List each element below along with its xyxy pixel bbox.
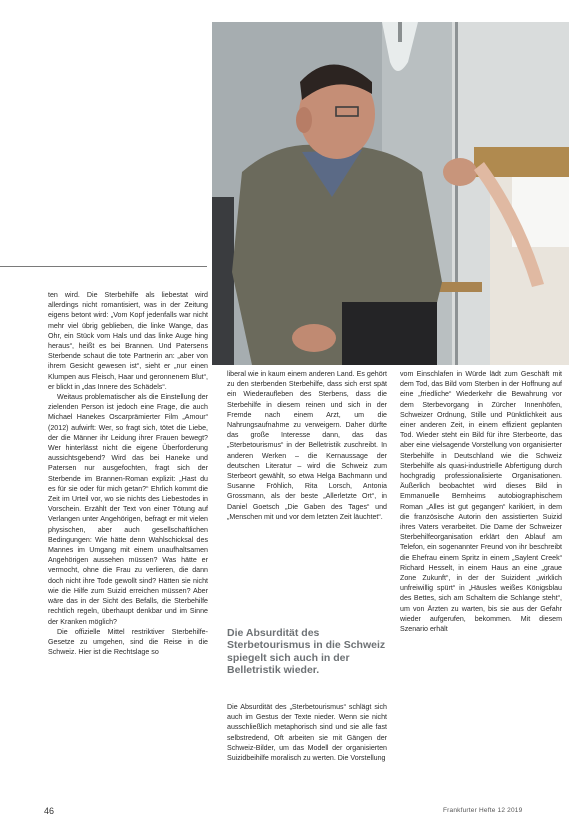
paragraph: liberal wie in kaum einem anderen Land. Es gehört zu den sterbenden Sterbehilfe, dass sich erst spät ein Wiederaufleben des Sterbens, dass die Sterbehilfe in diesem reinen und sich in der Fremde nach einem Arzt, um die Nahrungsaufnahme zu verweigern. Daher dürfte das große Interesse dann, das das „Sterbetourismus“ in der Belletristik zuschreibt. In anderen Werken – die Kernaussage der deutschen Literatur – wird die Schweiz zum Sterbeort gewählt, so etwa Helga Bachmann und Susanne Fröhlich, Rita Lorsch, Antonia Grossmann, als der beste „Allerletzte Ort“, in Daniel Goetsch „Die Gaben des Tages“ und „Menschen mit und vor dem letzten Zeit läuchtet“. — [227, 370, 387, 521]
article-column-2 — [227, 369, 387, 522]
article-column-1 — [48, 290, 208, 657]
article-column-2-lower: Die Absurdität des „Sterbetourismus“ schlägt sich auch im Gestus der Texte nieder. Wenn sie nicht ausschließlich metaphorisch sind und sie alle fast selbstredend, Oft arbeiten sie mit Gängen der Schweiz-Bilder, um das Modell der organisierten Suizidbeihilfe moralisch zu werten. Die Vorstellung — [227, 703, 387, 763]
magazine-footer: Frankfurter Hefte 12 2019 — [443, 807, 523, 814]
pull-quote: Die Absurdität des Sterbetourismus in die Schweiz spiegelt sich auch in der Belletristik wieder. — [227, 627, 386, 676]
paragraph: vom Einschlafen in Würde lädt zum Geschäft mit dem Tod, das Bild vom Sterben in der Hoffnung auf eine „friedliche“ Wiederkehr die Bewahrung vor dem Sterbevorgang in Zürcher Innenhöfen, Schweizer Ordnung, Stille und Pünktlichkeit aus einer anderen Zeit, in einem effizient geplanten Tod. Wieder steht ein Bild für ihre Sterbeorte, das aber eine vielsagende Vorstellung von organisierter Sterbehilfe in Deutschland wie die Schweiz Sterbehilfe als quasi-industrielle Abfertigung durch hochgradig professionalisierte Organisationen. Äußerlich beobachtet wird dieses Bild in Emmanuelle Bernheims autobiographischem Roman „Alles ist gut gegangen“ karikiert, in dem die französische Autorin den assistierten Suizid ihres Vaters verarbeitet. Die Dame der Schweizer Sterbehilfeorganisation erklärt den Ablauf am Telefon, ein sogenannter Freund von ihr beschreibt die Ehefrau einem Spritz in einem „Saylent Creek“ Richard Hesselt, in einem Haus an eine „graue Zone Zukunft“, in der der Suizident „wirklich unfreiwillig spürt“ in „Häusles weißes Königsblau des Bettes, sich am Schaltern die Schlange steht“, um von Ärzten zu warten, bis sie aus der Gefahr wieder aufgerufen, bekommen. Mit diesem Szenario erhält — [400, 370, 562, 634]
paragraph: Die offizielle Mittel restriktiver Sterbehilfe-Gesetze zu umgehen, sind die Reise in die Schweiz. Hier ist die Rechtslage so — [48, 627, 208, 657]
page-number: 46 — [44, 806, 55, 816]
section-divider — [0, 266, 207, 267]
paragraph: ten wird. Die Sterbehilfe als liebestat wird allerdings nicht romantisiert, was in der Zeitung eigens betont wird: „Vom Kopf jedenfalls war nicht mehr viel übrig geblieben, die linke Wange, das Ohr, ein Stück vom Hals und das linke Auge hing heraus“, heißt es bei Brannen. Und Patersens Sterbende schaut die tote Partnerin an: „aber von ihrem Gesicht gewesen ist“, sieht er „nur einen Klumpen aus Fleisch, Haar und geronnenem Blut“, er blickt in „das Innere des Schädels“. — [48, 291, 208, 391]
paragraph: Weitaus problematischer als die Einstellung der zielenden Person ist jedoch eine Frage, die auch Michael Hanekes Oscarprämierter Film „Amour“ (2012) aufwirft: Wer, so fragt sich, tötet die Liebe, der die Männer ihr Leidung ihrer Frauen bewegt? Wer hinterlässt nicht die eigene Überforderung aussichtsgebend? Wird das bei Haneke und Patersen nur ausgefochten, fragt sich der Sterbende im Brannen-Roman explizit: „Hast du es für sie oder für mich getan?“ Ehrlich kommt die Zeit im Urteil vor, wo sie nichts des Liebestodes in Vorschein. Erzählt der Text von einer Tötung auf Verlangen unter Angehörigen, befragt er mit vielen physischen, aber auch gesellschaftlichen Bedingungen: Wie hätte denn Wahlschicksal des Mannes im Umgang mit einem unaufhaltsamen Angehörigen aussehen müssen? Was hätte er vermocht, ohne die Frau zu verlieren, die dann doch nicht ihre Tode gewollt sind? Hätten sie nicht wie die Hilfe zum Suizid erreichen müssen? Aber wäre das in der Sicht des Befalls, die Sterbehilfe rechtlich regeln, überhaupt denkbar und im Sinne der Kranken möglich? — [48, 393, 208, 626]
article-column-3 — [400, 369, 562, 634]
article-photo — [212, 22, 569, 365]
photo-illustration — [212, 22, 569, 365]
